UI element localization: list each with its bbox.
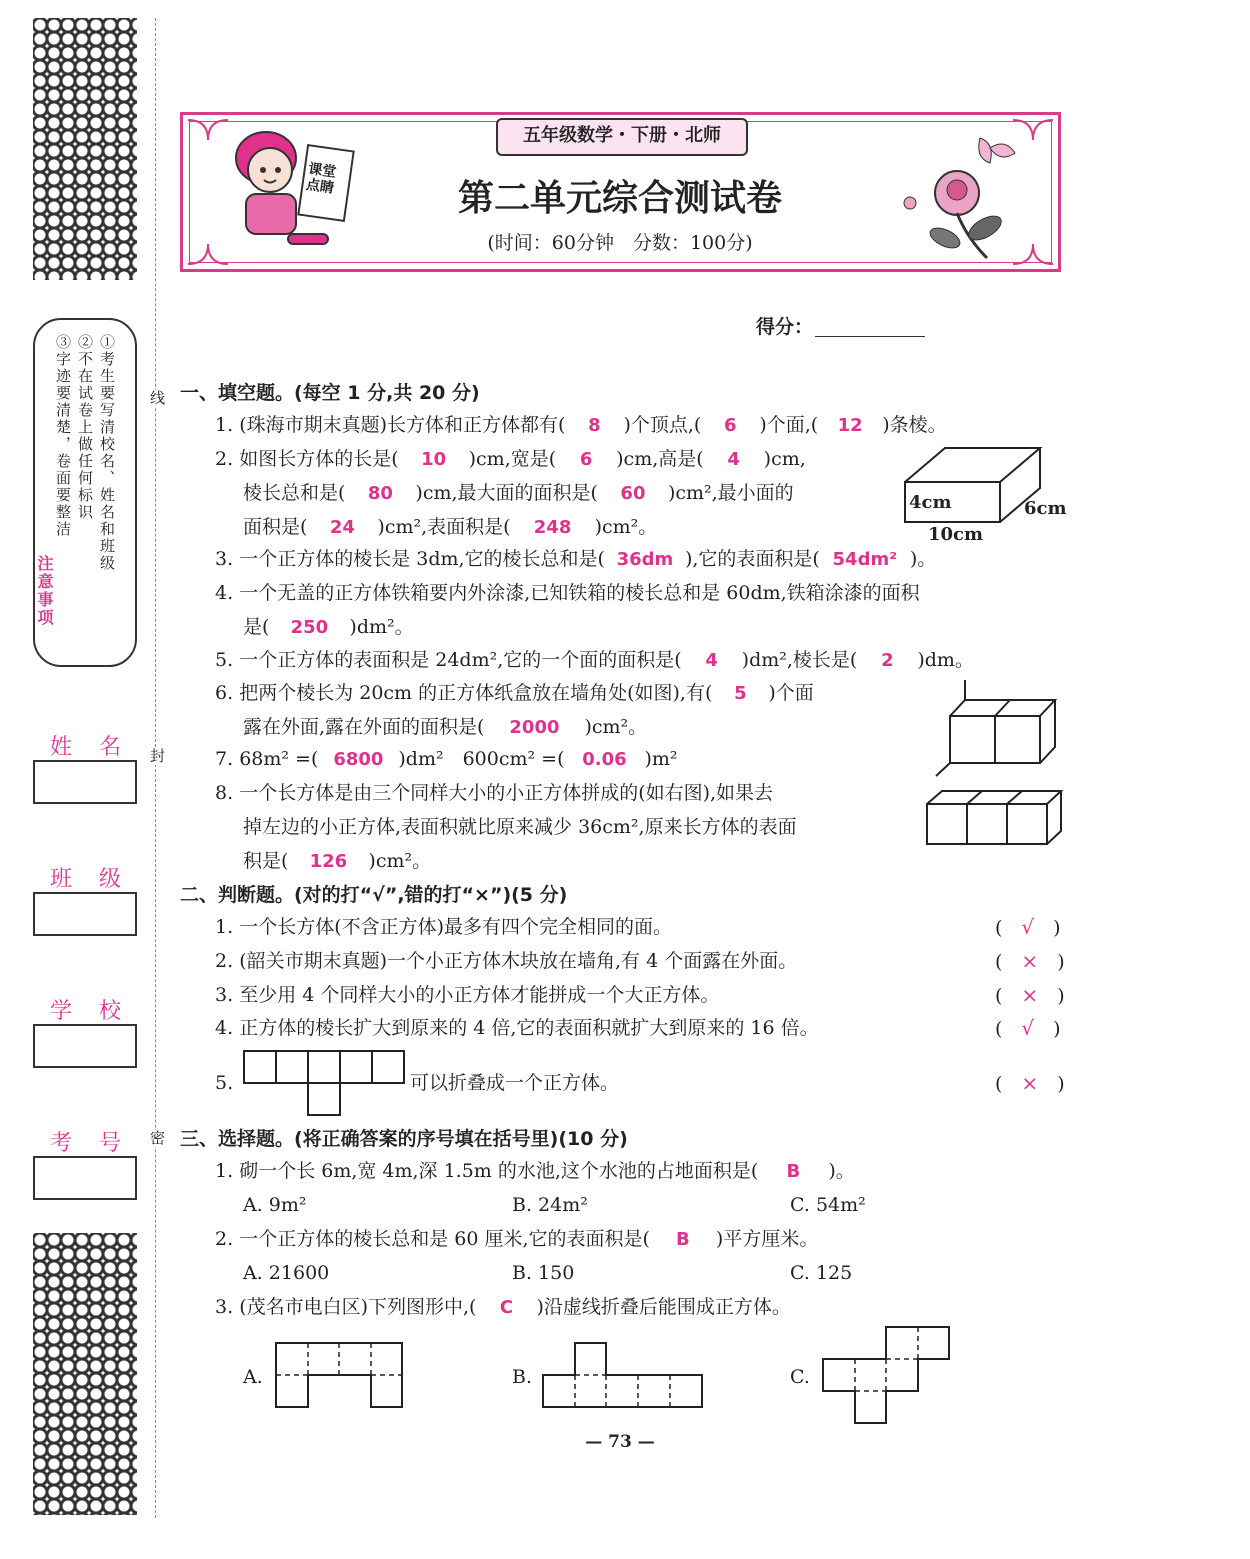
- cross-mark: ×: [1021, 1071, 1039, 1095]
- net-figure-a[interactable]: [275, 1342, 405, 1408]
- answer: B: [786, 1161, 801, 1182]
- q-num: 2.: [215, 950, 234, 972]
- judge-answer-2[interactable]: ( × ): [995, 949, 1065, 973]
- flower-illustration: [895, 128, 1035, 263]
- choice-1-opt-a[interactable]: A. 9m²: [243, 1194, 307, 1216]
- q1-4-line2: [243, 610, 414, 645]
- q-text: (茂名市电白区)下列图形中,(: [239, 1296, 477, 1318]
- judge-4: [215, 1011, 819, 1045]
- q-num: 3.: [215, 1296, 234, 1318]
- score-blank[interactable]: [815, 336, 925, 337]
- choice-3: [215, 1290, 791, 1325]
- q-text: )dm。: [917, 649, 974, 671]
- school-box[interactable]: [33, 1024, 137, 1068]
- check-mark: √: [1021, 1016, 1035, 1040]
- q-num: 7.: [215, 748, 234, 770]
- q-text: )个顶点,(: [623, 414, 702, 436]
- q-num: 2.: [215, 448, 234, 470]
- q-text: )。: [828, 1160, 855, 1182]
- judge-1: [215, 910, 672, 944]
- three-cubes-figure: [924, 788, 1064, 848]
- q1-8-line2: [243, 810, 797, 844]
- q-text: )cm²,表面积是(: [377, 516, 511, 538]
- q-num: 6.: [215, 682, 234, 704]
- answer: 2: [881, 650, 894, 671]
- q-text: 把两个棱长为 20cm 的正方体纸盒放在墙角处(如图),有(: [239, 682, 713, 704]
- q-text: 如图长方体的长是(: [239, 448, 399, 470]
- q-text: (珠海市期末真题)长方体和正方体都有(: [239, 414, 566, 436]
- field-label-class: 班 级: [50, 867, 131, 892]
- notice-item-2: ②不在试卷上做任何标识: [76, 334, 94, 521]
- answer: 250: [290, 617, 329, 638]
- q1-6-line2: [243, 710, 647, 745]
- choice-2-opt-a[interactable]: A. 21600: [243, 1262, 330, 1284]
- choice-1-opt-b[interactable]: B. 24m²: [512, 1194, 588, 1216]
- answer: B: [676, 1229, 690, 1250]
- class-box[interactable]: [33, 892, 137, 936]
- notice-item-3: ③字迹要清楚，卷面要整洁: [54, 334, 72, 538]
- q-num: 3.: [215, 984, 234, 1006]
- q-num: 4.: [215, 1017, 234, 1039]
- page-subtitle: (时间：60分钟 分数：100分): [487, 232, 753, 254]
- q-text: )沿虚线折叠后能围成正方体。: [536, 1296, 791, 1318]
- id-box[interactable]: [33, 1156, 137, 1200]
- cuboid-label-length: 10cm: [928, 524, 984, 545]
- series-tag: 五年级数学・下册・北师: [496, 118, 748, 156]
- answer: 6: [724, 415, 737, 436]
- q-text: 棱长总和是(: [243, 482, 346, 504]
- q-text: 积是(: [243, 850, 289, 872]
- net-label-b[interactable]: B.: [512, 1366, 533, 1388]
- q-text: 68m² =(: [239, 748, 319, 770]
- section3-heading: 三、选择题。(将正确答案的序号填在括号里)(10 分): [180, 1128, 628, 1150]
- answer: 0.06: [582, 749, 627, 770]
- q-text: 一个正方体的表面积是 24dm²,它的一个面的面积是(: [239, 649, 682, 671]
- choice-1: [215, 1154, 855, 1189]
- bottom-pattern: [33, 1233, 137, 1515]
- judge-answer-5[interactable]: ( × ): [995, 1071, 1065, 1095]
- q-text: 一个无盖的正方体铁箱要内外涂漆,已知铁箱的棱长总和是 60dm,铁箱涂漆的面积: [239, 582, 920, 604]
- corner-cubes-figure: [930, 678, 1065, 778]
- q-text: )条棱。: [882, 414, 947, 436]
- section1-heading: 一、填空题。(每空 1 分,共 20 分): [180, 382, 480, 404]
- q-text: )平方厘米。: [715, 1228, 819, 1250]
- answer: 4: [727, 449, 740, 470]
- q1-5: [215, 643, 974, 678]
- q-text: )个面,(: [759, 414, 819, 436]
- q-text: 面积是(: [243, 516, 308, 538]
- cuboid-label-height: 4cm: [909, 492, 952, 513]
- answer: 10: [421, 449, 447, 470]
- judge-3: [215, 978, 719, 1012]
- judge-5-num: 5.: [215, 1072, 234, 1094]
- answer: 60: [620, 483, 646, 504]
- score-label: 得分：: [756, 316, 814, 338]
- check-mark: √: [1021, 915, 1035, 939]
- q-text: )cm²。: [594, 516, 658, 538]
- q-text: )cm,高是(: [616, 448, 704, 470]
- q-text: )。: [909, 548, 937, 570]
- q-text: 砌一个长 6m,宽 4m,深 1.5m 的水池,这个水池的占地面积是(: [239, 1160, 759, 1182]
- page-title: 第二单元综合测试卷: [457, 178, 782, 219]
- q-num: 4.: [215, 582, 234, 604]
- q1-4-line1: [215, 576, 920, 610]
- cut-mark-mi: 密: [148, 1130, 166, 1147]
- answer: 54dm²: [832, 549, 898, 570]
- q-num: 3.: [215, 548, 234, 570]
- judge-2: [215, 944, 797, 978]
- net-label-c[interactable]: C.: [790, 1366, 810, 1388]
- q1-3: [215, 542, 936, 577]
- choice-2: [215, 1222, 818, 1257]
- q-text: ),它的表面积是(: [684, 548, 820, 570]
- q-text: 一个正方体的棱长总和是 60 厘米,它的表面积是(: [239, 1228, 650, 1250]
- q1-1: [215, 408, 947, 443]
- q-text: )dm²。: [349, 616, 414, 638]
- q-num: 2.: [215, 1228, 234, 1250]
- net-figure-judge: [243, 1050, 408, 1116]
- cut-mark-xian: 线: [148, 390, 166, 407]
- answer: 24: [329, 517, 355, 538]
- answer: C: [499, 1297, 514, 1318]
- q-text: 一个长方体是由三个同样大小的小正方体拼成的(如右图),如果去: [239, 782, 774, 804]
- q-text: )cm²。: [368, 850, 432, 872]
- q-text: 露在外面,露在外面的面积是(: [243, 716, 485, 738]
- q1-2-line2: [243, 476, 794, 511]
- net-label-a[interactable]: A.: [243, 1366, 263, 1388]
- notice-title: 注意事项: [35, 555, 54, 627]
- q-num: 1.: [215, 414, 234, 436]
- notice-item-1: ①考生要写清校名、姓名和班级: [98, 334, 116, 572]
- cross-mark: ×: [1021, 983, 1039, 1007]
- net-figure-b[interactable]: [542, 1342, 704, 1408]
- q-num: 1.: [215, 1160, 234, 1182]
- q-num: 1.: [215, 916, 234, 938]
- q1-8-line3: [243, 844, 431, 879]
- name-box[interactable]: [33, 760, 137, 804]
- badge-text: 课堂点睛: [304, 161, 338, 197]
- q-text: 一个长方体(不含正方体)最多有四个完全相同的面。: [239, 916, 673, 938]
- q1-8-line1: [215, 776, 773, 810]
- answer: 126: [309, 851, 348, 872]
- q-text: )cm,最大面的面积是(: [415, 482, 598, 504]
- q-text: 是(: [243, 616, 270, 638]
- cut-line: [155, 18, 156, 1518]
- q-text: )cm,宽是(: [468, 448, 557, 470]
- judge-answer-4[interactable]: ( √ ): [995, 1016, 1061, 1040]
- answer: 12: [837, 415, 863, 436]
- section2-heading: 二、判断题。(对的打“√”,错的打“×”)(5 分): [180, 884, 568, 906]
- q-text: )cm,: [763, 448, 806, 470]
- q-num: 5.: [215, 649, 234, 671]
- choice-2-opt-c[interactable]: C. 125: [790, 1262, 853, 1284]
- girl-illustration: [218, 118, 358, 258]
- answer: 6800: [333, 749, 384, 770]
- q-text: 掉左边的小正方体,表面积就比原来减少 36cm²,原来长方体的表面: [243, 816, 797, 838]
- answer: 8: [588, 415, 601, 436]
- answer: 2000: [509, 717, 560, 738]
- q-text: )dm²,棱长是(: [741, 649, 858, 671]
- q-text: 正方体的棱长扩大到原来的 4 倍,它的表面积就扩大到原来的 16 倍。: [239, 1017, 819, 1039]
- judge-answer-1[interactable]: ( √ ): [995, 915, 1061, 939]
- answer: 248: [533, 517, 572, 538]
- field-label-id: 考 号: [50, 1131, 131, 1156]
- field-label-school: 学 校: [50, 999, 131, 1024]
- judge-answer-3[interactable]: ( × ): [995, 983, 1065, 1007]
- q-num: 8.: [215, 782, 234, 804]
- q-text: 至少用 4 个同样大小的小正方体才能拼成一个大正方体。: [239, 984, 720, 1006]
- cut-mark-feng: 封: [148, 748, 166, 765]
- q-text: )dm² 600cm² =(: [398, 748, 565, 770]
- cuboid-label-width: 6cm: [1024, 498, 1067, 519]
- q1-6-line1: [215, 676, 814, 711]
- judge-5-text: 可以折叠成一个正方体。: [410, 1072, 620, 1094]
- q-text: 一个正方体的棱长是 3dm,它的棱长总和是(: [239, 548, 605, 570]
- answer: 36dm: [616, 549, 674, 570]
- notice-box: [33, 318, 137, 667]
- q1-7: [215, 742, 678, 777]
- answer: 4: [705, 650, 718, 671]
- q-text: )个面: [768, 682, 814, 704]
- answer: 80: [367, 483, 393, 504]
- answer: 5: [734, 683, 747, 704]
- choice-2-opt-b[interactable]: B. 150: [512, 1262, 575, 1284]
- q1-2-line3: [243, 510, 657, 545]
- choice-1-opt-c[interactable]: C. 54m²: [790, 1194, 866, 1216]
- q-text: )cm²。: [584, 716, 648, 738]
- page-number: — 73 —: [585, 1432, 655, 1452]
- net-figure-c[interactable]: [822, 1326, 952, 1426]
- q1-2-line1: [215, 442, 806, 477]
- field-label-name: 姓 名: [50, 735, 131, 760]
- q-text: (韶关市期末真题)一个小正方体木块放在墙角,有 4 个面露在外面。: [239, 950, 798, 972]
- top-pattern: [33, 18, 137, 280]
- answer: 6: [579, 449, 593, 470]
- q-text: )m²: [644, 748, 678, 770]
- cross-mark: ×: [1021, 949, 1039, 973]
- q-text: )cm²,最小面的: [667, 482, 794, 504]
